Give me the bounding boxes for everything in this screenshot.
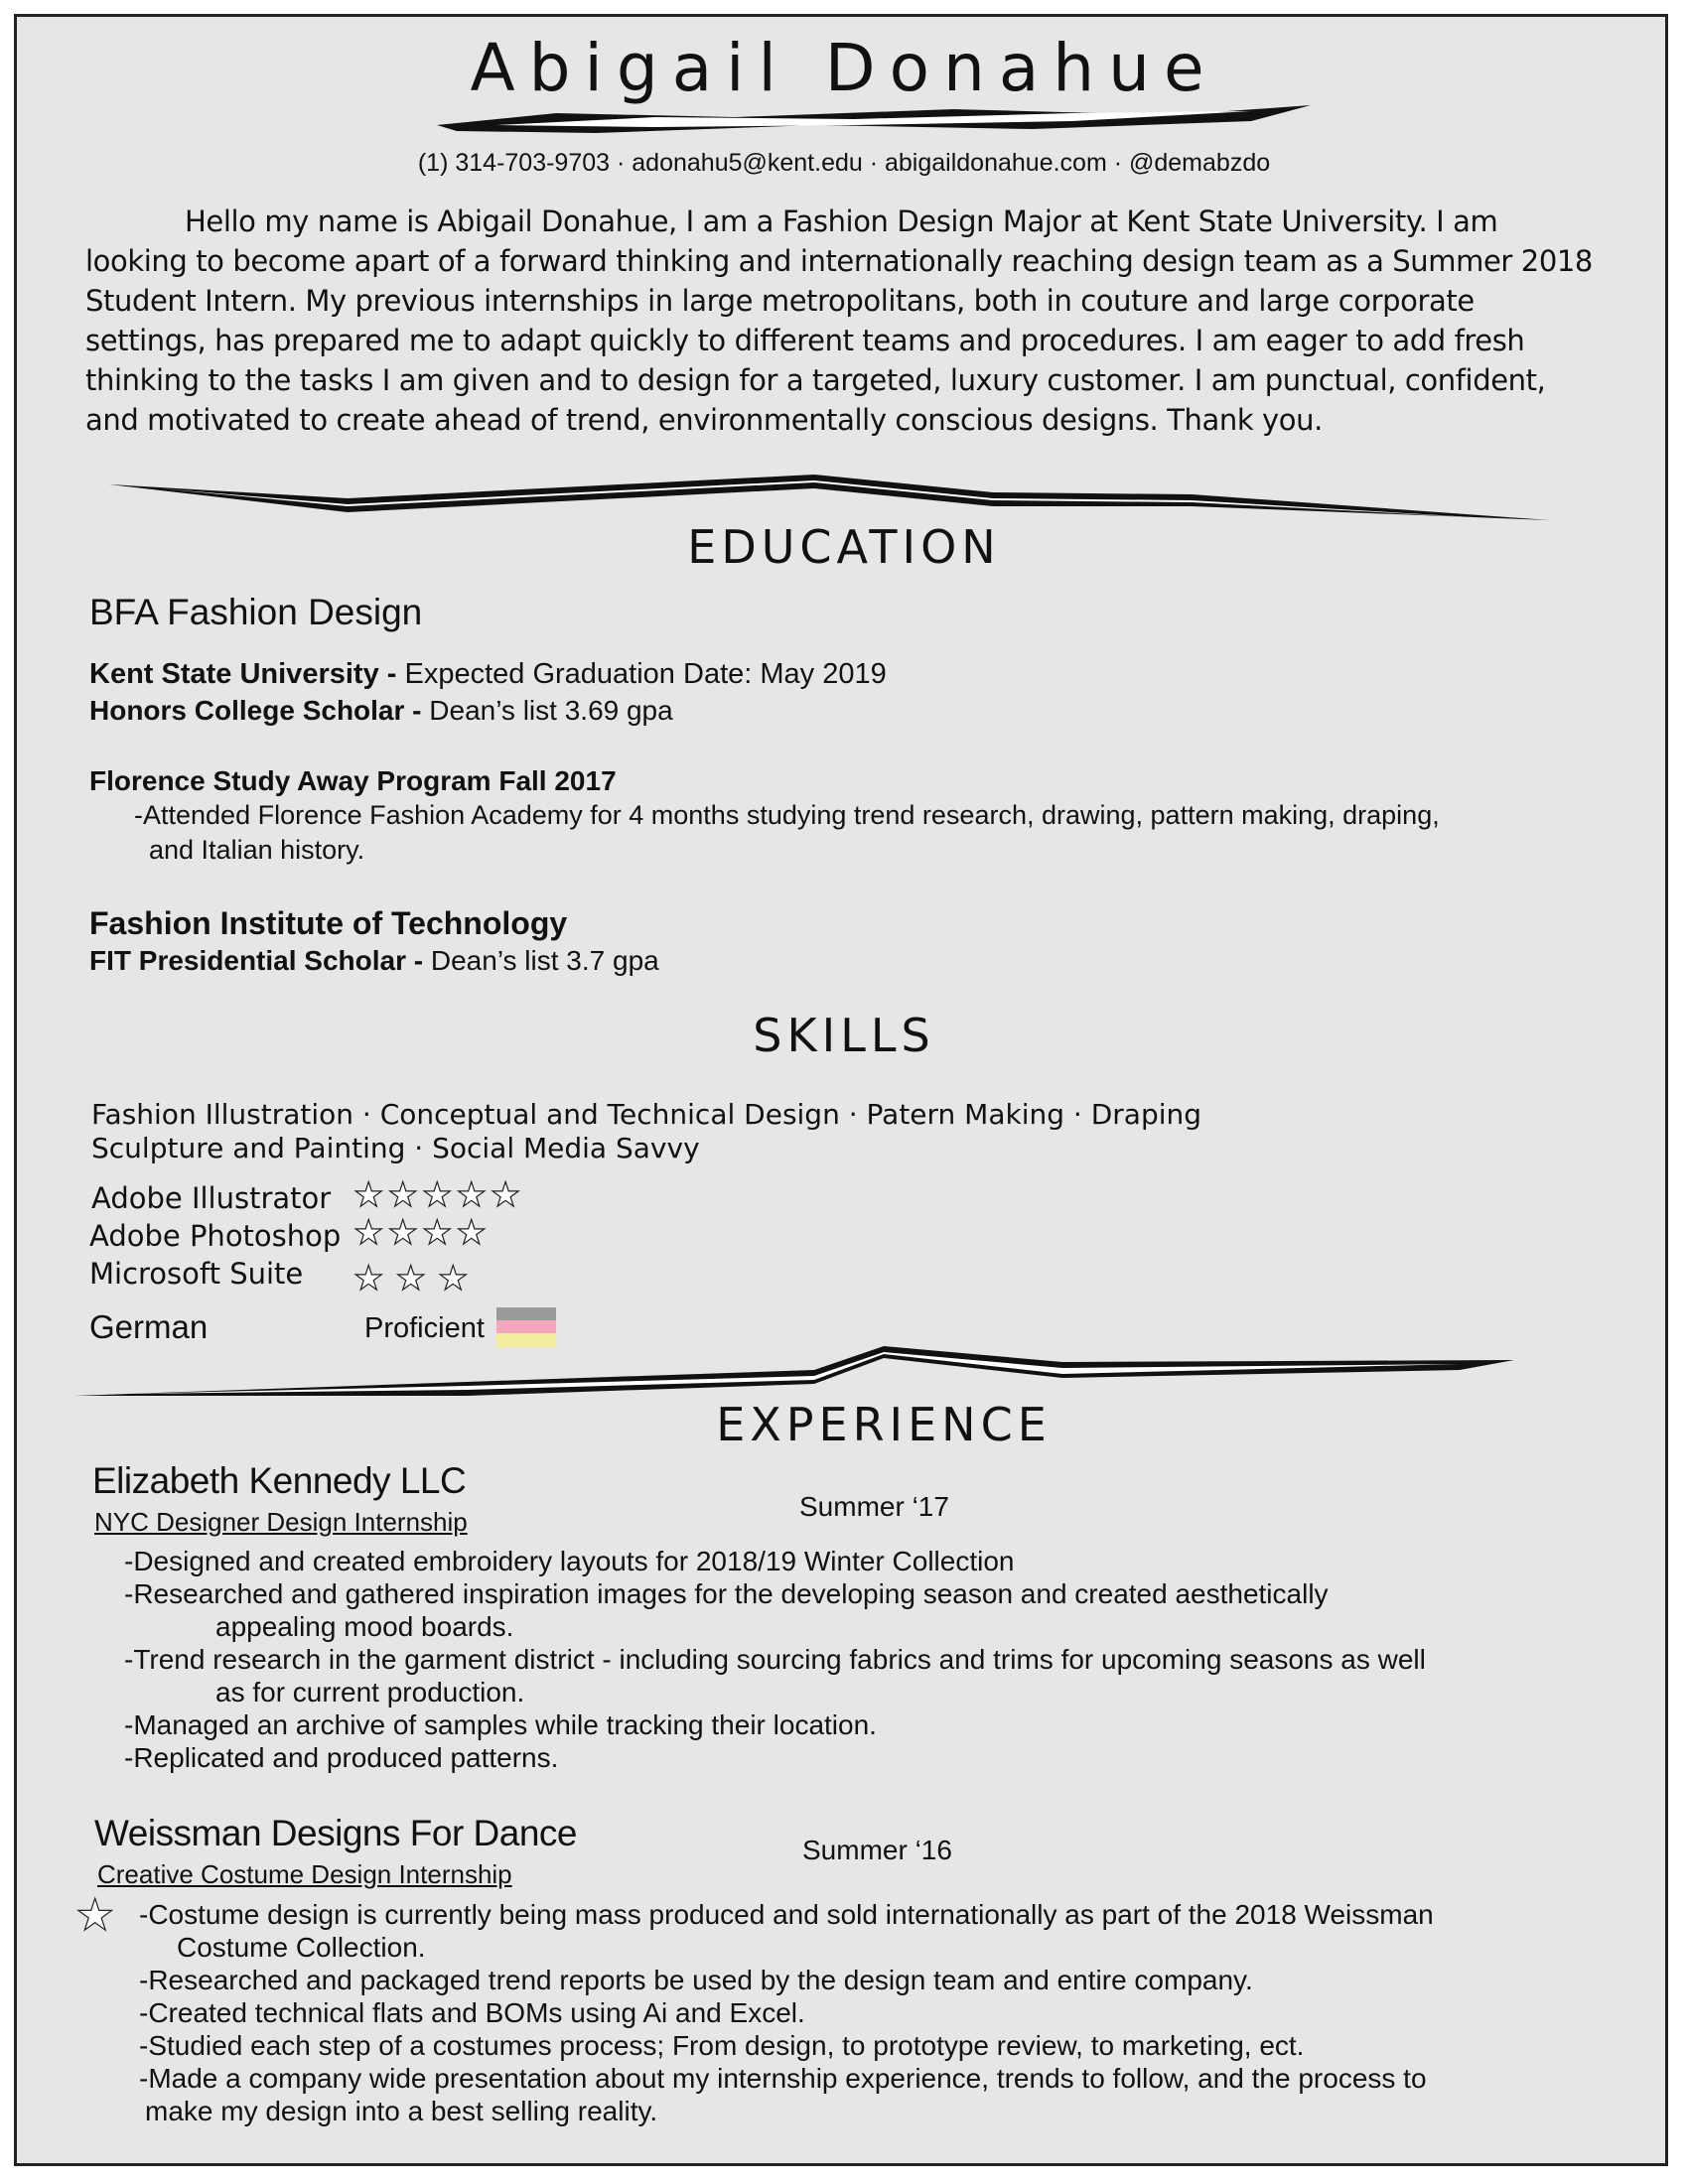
job-1-bullet-3: -Trend research in the garment district - including sourcing fabrics and trims for upcoming seasons as well (124, 1644, 1426, 1675)
job-2-bullet-3: -Created technical flats and BOMs using Ai and Excel. (139, 1997, 805, 2028)
job-1-bullet-3-cont: as for current production. (215, 1677, 525, 1707)
intro-paragraph (85, 202, 1595, 440)
job-1-bullet-4: -Managed an archive of samples while tracking their location. (124, 1709, 877, 1740)
job-1-season: Summer ‘17 (799, 1491, 949, 1522)
kent-state-school: Kent State University - (89, 658, 397, 690)
kent-state-line (89, 658, 887, 691)
job-2-bullet-1-cont: Costume Collection. (177, 1932, 426, 1963)
job-1-bullet-2: -Researched and gathered inspiration images for the developing season and created aesthetically (124, 1578, 1329, 1609)
star-doodle-icon: ★ (75, 1891, 119, 1940)
job-1-company: Elizabeth Kennedy LLC (92, 1460, 467, 1501)
skills-line-1: Fashion Illustration · Conceptual and Technical Design · Patern Making · Draping (91, 1098, 1202, 1131)
experience-heading: EXPERIENCE (716, 1398, 1052, 1451)
job-2-company: Weissman Designs For Dance (94, 1813, 577, 1853)
software-illustrator: Adobe Illustrator (91, 1181, 332, 1215)
degree: BFA Fashion Design (89, 592, 423, 632)
job-2-bullet-2: -Researched and packaged trend reports be used by the design team and entire company. (139, 1965, 1253, 1995)
honors-label: Honors College Scholar - (89, 695, 422, 726)
microsoft-rating-stars: ★★★ (353, 1260, 481, 1297)
job-1-bullet-1: -Designed and created embroidery layouts for 2018/19 Winter Collection (124, 1546, 1015, 1576)
education-heading: EDUCATION (687, 520, 1001, 574)
skills-line-2: Sculpture and Painting · Social Media Savvy (91, 1132, 700, 1164)
job-1-bullet-5: -Replicated and produced patterns. (124, 1742, 559, 1773)
job-1-bullet-2-cont: appealing mood boards. (215, 1611, 514, 1642)
florence-detail-1: -Attended Florence Fashion Academy for 4 months studying trend research, drawing, pattern making, draping, (134, 800, 1440, 830)
software-photoshop: Adobe Photoshop (89, 1219, 342, 1253)
fit-line (89, 945, 659, 977)
job-1-role: NYC Designer Design Internship (94, 1507, 468, 1537)
job-2-bullet-5: -Made a company wide presentation about my internship experience, trends to follow, and the process to (139, 2063, 1427, 2094)
honors-line (89, 695, 673, 727)
florence-detail-2: and Italian history. (149, 835, 365, 865)
florence-title: Florence Study Away Program Fall 2017 (89, 765, 617, 796)
job-2-season: Summer ‘16 (802, 1835, 952, 1865)
software-microsoft-suite: Microsoft Suite (89, 1257, 304, 1291)
resume-name: Abigail Donahue (470, 30, 1218, 106)
photoshop-rating-stars: ★★★★ (353, 1214, 491, 1252)
kent-state-graduation: Expected Graduation Date: May 2019 (404, 658, 887, 690)
contact-line: (1) 314-703-9703 · adonahu5@kent.edu · abigaildonahue.com · @demabzdo (417, 149, 1271, 177)
fit-label: FIT Presidential Scholar - (89, 945, 424, 976)
language-level: Proficient (364, 1312, 485, 1344)
honors-detail: Dean’s list 3.69 gpa (429, 695, 673, 726)
illustrator-rating-stars: ★★★★★ (353, 1176, 525, 1214)
language-german: German (89, 1308, 209, 1345)
job-2-role: Creative Costume Design Internship (97, 1859, 512, 1889)
fit-school: Fashion Institute of Technology (89, 905, 568, 941)
intro-text: Hello my name is Abigail Donahue, I am a Fashion Design Major at Kent State University. I am looking to become apart of a forward thinking and internationally reaching design team as a Summer 2018 Student Intern. My previous internships in large metropolitans, both in couture and large corporate settings, has prepared me to adapt quickly to different teams and procedures. I am eager to add fresh thinking to the tasks I am given and to design for a targeted, luxury customer. I am punctual, confident, and motivated to create ahead of trend, environmentally conscious designs. Thank you. (85, 205, 1593, 437)
job-2-bullet-1: -Costume design is currently being mass produced and sold internationally as part of the 2018 Weissman (139, 1899, 1434, 1930)
skills-heading: SKILLS (753, 1009, 935, 1062)
name-underline-brushstroke (437, 103, 1331, 143)
job-2-bullets (139, 1898, 1434, 2127)
job-2-bullet-5-cont: make my design into a best selling reality. (145, 2096, 658, 2126)
fit-detail: Dean’s list 3.7 gpa (430, 945, 659, 976)
job-2-bullet-4: -Studied each step of a costumes process; From design, to prototype review, to marketing, ect. (139, 2030, 1305, 2061)
job-1-bullets (124, 1545, 1426, 1774)
